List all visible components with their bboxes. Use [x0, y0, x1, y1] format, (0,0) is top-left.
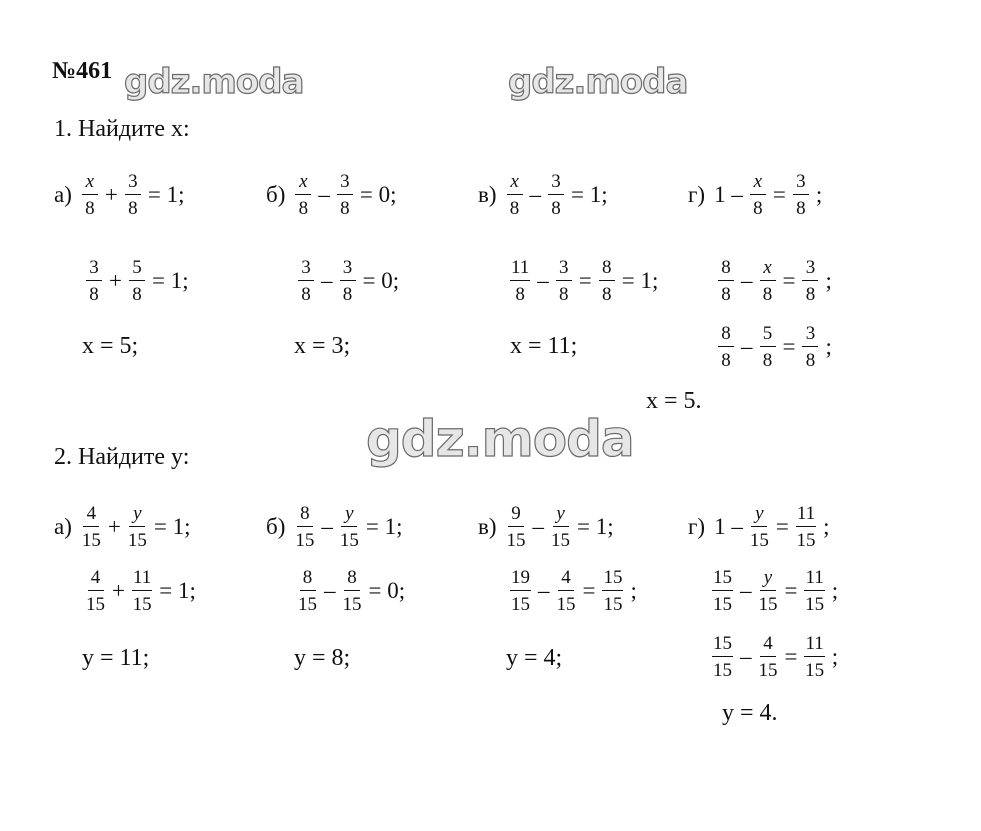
fraction: $\frac{x}{8}$: [295, 172, 311, 218]
section1-title: 1. Найдите х:: [54, 116, 190, 142]
fraction: $\frac{5}{8}$: [760, 324, 776, 370]
fraction: $\frac{11}{8}$: [511, 257, 530, 305]
s1-b-equation: б) $\frac{x}{8}$ – $\frac{3}{8}$ = 0;: [266, 171, 397, 219]
s2-d-step: $\frac{15}{15}$ – $\frac{y}{15}$ = $\frac{11}{15}$ ;: [713, 567, 839, 615]
s2-b-step: $\frac{8}{15}$ – $\frac{8}{15}$ = 0;: [298, 567, 406, 615]
fraction: $\frac{3}{8}$: [556, 258, 572, 304]
section2-title: 2. Найдите у:: [54, 444, 190, 470]
fraction: $\frac{5}{8}$: [129, 258, 145, 304]
fraction: $\frac{y}{15}$: [758, 567, 778, 615]
fraction: $\frac{y}{15}$: [127, 503, 147, 551]
fraction: $\frac{x}{8}$: [507, 172, 523, 218]
fraction: $\frac{4}{15}$: [758, 633, 778, 681]
fraction: $\frac{8}{15}$: [342, 567, 362, 615]
watermark-top-left: gdz.moda: [124, 62, 304, 102]
fraction: $\frac{11}{15}$: [805, 633, 825, 681]
problem-number: №461: [52, 58, 113, 84]
fraction: $\frac{11}{15}$: [132, 567, 152, 615]
watermark-top-right: gdz.moda: [508, 62, 688, 102]
fraction: $\frac{y}{15}$: [339, 503, 359, 551]
s1-a-label: а): [54, 182, 72, 207]
fraction: $\frac{x}{8}$: [82, 172, 98, 218]
fraction: $\frac{3}{8}$: [802, 258, 818, 304]
fraction: $\frac{15}{15}$: [713, 567, 732, 615]
watermark-center: gdz.moda: [366, 410, 634, 468]
fraction: $\frac{3}{8}$: [340, 258, 356, 304]
s2-d-result: у = 4.: [722, 700, 778, 726]
fraction: $\frac{15}{15}$: [713, 633, 732, 681]
s2-c-step: $\frac{19}{15}$ – $\frac{4}{15}$ = $\frac{15}{15}$ ;: [511, 567, 637, 615]
fraction: $\frac{15}{15}$: [603, 567, 623, 615]
s1-a-step: $\frac{3}{8}$ + $\frac{5}{8}$ = 1;: [82, 258, 192, 304]
fraction: $\frac{y}{15}$: [551, 503, 571, 551]
s1-b-step: $\frac{3}{8}$ – $\frac{3}{8}$ = 0;: [294, 258, 402, 304]
fraction: $\frac{8}{8}$: [718, 258, 734, 304]
s2-a-result: у = 11;: [82, 645, 150, 671]
fraction: $\frac{x}{8}$: [750, 172, 766, 218]
fraction: $\frac{19}{15}$: [511, 567, 530, 615]
s1-c-step: $\frac{11}{8}$ – $\frac{3}{8}$ = $\frac{8}{8}$ = 1;: [511, 257, 659, 305]
fraction: $\frac{x}{8}$: [760, 258, 776, 304]
fraction: $\frac{3}{8}$: [125, 172, 141, 218]
s2-c-result: у = 4;: [506, 645, 563, 671]
s1-c-equation: в) $\frac{x}{8}$ – $\frac{3}{8}$ = 1;: [478, 171, 608, 219]
s1-d-result: х = 5.: [646, 388, 702, 414]
fraction: $\frac{3}{8}$: [802, 324, 818, 370]
s1-b-result: х = 3;: [294, 333, 351, 359]
s2-d-equation: г) 1 – $\frac{y}{15}$ = $\frac{11}{15}$ ;: [688, 503, 830, 551]
s1-d-equation: г) 1 – $\frac{x}{8}$ = $\frac{3}{8}$ ;: [688, 171, 823, 219]
s1-a-equation: а) $\frac{x}{8}$ + $\frac{3}{8}$ = 1;: [54, 171, 185, 219]
fraction: $\frac{3}{8}$: [298, 258, 314, 304]
s2-c-equation: в) $\frac{9}{15}$ – $\frac{y}{15}$ = 1;: [478, 503, 614, 551]
s2-a-equation: а) $\frac{4}{15}$ + $\frac{y}{15}$ = 1;: [54, 503, 191, 551]
fraction: $\frac{3}{8}$: [793, 172, 809, 218]
fraction: $\frac{8}{15}$: [295, 503, 315, 551]
s1-d-step: $\frac{8}{8}$ – $\frac{x}{8}$ = $\frac{3}{8}$ ;: [714, 258, 835, 304]
fraction: $\frac{3}{8}$: [337, 172, 353, 218]
s1-c-result: х = 11;: [510, 333, 578, 359]
s1-d-step2: $\frac{8}{8}$ – $\frac{5}{8}$ = $\frac{3}{8}$ ;: [714, 324, 835, 370]
fraction: $\frac{9}{15}$: [506, 503, 526, 551]
fraction: $\frac{11}{15}$: [796, 503, 816, 551]
fraction: $\frac{8}{15}$: [298, 567, 317, 615]
fraction: $\frac{8}{8}$: [718, 324, 734, 370]
s2-a-step: $\frac{4}{15}$ + $\frac{11}{15}$ = 1;: [86, 567, 196, 615]
s2-d-step2: $\frac{15}{15}$ – $\frac{4}{15}$ = $\frac{11}{15}$ ;: [713, 633, 839, 681]
s2-b-result: у = 8;: [294, 645, 351, 671]
fraction: $\frac{11}{15}$: [805, 567, 825, 615]
s2-b-equation: б) $\frac{8}{15}$ – $\frac{y}{15}$ = 1;: [266, 503, 403, 551]
fraction: $\frac{4}{15}$: [81, 503, 101, 551]
fraction: $\frac{8}{8}$: [599, 258, 615, 304]
fraction: $\frac{3}{8}$: [86, 258, 102, 304]
fraction: $\frac{3}{8}$: [548, 172, 564, 218]
fraction: $\frac{y}{15}$: [749, 503, 769, 551]
s1-a-result: х = 5;: [82, 333, 139, 359]
fraction: $\frac{4}{15}$: [556, 567, 576, 615]
fraction: $\frac{4}{15}$: [86, 567, 105, 615]
